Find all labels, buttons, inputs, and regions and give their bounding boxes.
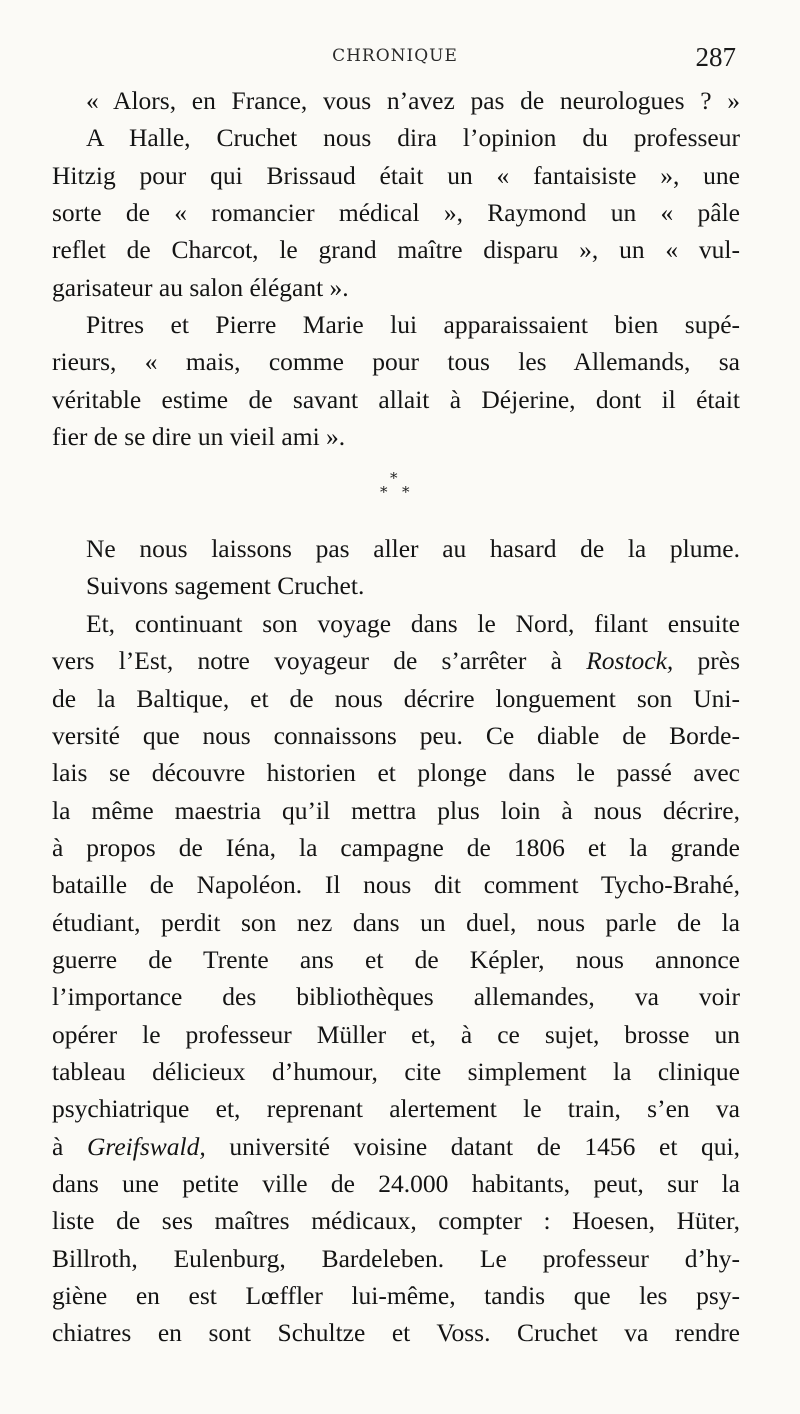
- text-run: à: [52, 1131, 87, 1161]
- text-line: [52, 1128, 740, 1165]
- text-line: lais se découvre historien et plonge dans le passé avec: [52, 758, 740, 788]
- text-line: chiatres en sont Schultze et Voss. Cruchet va rendre: [52, 1318, 740, 1348]
- page-number: 287: [695, 42, 736, 72]
- text-line: garisateur au salon élégant ».: [52, 272, 349, 302]
- text-run: près: [673, 646, 741, 676]
- text-line: psychiatrique et, reprenant alertement le train, s’en va: [52, 1094, 740, 1124]
- text-line: tableau délicieux d’humour, cite simplement la clinique: [52, 1056, 740, 1086]
- asterism-star: *: [380, 483, 388, 502]
- text-line: fier de se dire un vieil ami ».: [52, 422, 346, 452]
- text-line: guerre de Trente ans et de Képler, nous annonce: [52, 944, 740, 974]
- text-line: [52, 642, 740, 679]
- text-run: vers l’Est, notre voyageur de s’arrêter à: [52, 646, 587, 676]
- page-header: [50, 44, 740, 76]
- text-line: à propos de Iéna, la campagne de 1806 et la grande: [52, 832, 740, 862]
- text-line: étudiant, perdit son nez dans un duel, nous parle de la: [52, 907, 740, 937]
- text-line: Ne nous laissons pas aller au hasard de la plume.: [86, 534, 740, 564]
- text-line: Billroth, Eulenburg, Bardeleben. Le professeur d’hy-: [52, 1243, 740, 1273]
- text-line: bataille de Napoléon. Il nous dit comment Tycho-Brahé,: [52, 870, 740, 900]
- text-line: dans une petite ville de 24.000 habitants, peut, sur la: [52, 1168, 740, 1198]
- asterism-star: *: [402, 483, 410, 502]
- italic-place-name: Greifswald,: [86, 1131, 206, 1161]
- text-line: Et, continuant son voyage dans le Nord, filant ensuite: [86, 608, 740, 638]
- text-line: l’importance des bibliothèques allemandes, va voir: [52, 982, 740, 1012]
- text-line: A Halle, Cruchet nous dira l’opinion du professeur: [86, 123, 740, 153]
- text-line: véritable estime de savant allait à Déjerine, dont il était: [52, 384, 740, 414]
- asterism-star: *: [390, 469, 398, 488]
- text-line: Suivons sagement Cruchet.: [86, 571, 365, 601]
- text-line: de la Baltique, et de nous décrire longuement son Uni-: [52, 683, 740, 713]
- text-line: rieurs, « mais, comme pour tous les Allemands, sa: [52, 347, 740, 377]
- text-run: université voisine datant de 1456 et qui,: [205, 1131, 740, 1161]
- text-line: « Alors, en France, vous n’avez pas de neurologues ? »: [86, 86, 740, 115]
- text-line: la même maestria qu’il mettra plus loin à nous décrire,: [52, 795, 740, 825]
- text-line: reflet de Charcot, le grand maître disparu », un « vul-: [52, 235, 740, 265]
- text-line: Pitres et Pierre Marie lui apparaissaient bien supé-: [86, 310, 740, 340]
- text-line: liste de ses maîtres médicaux, compter : Hoesen, Hüter,: [52, 1206, 740, 1236]
- text-line: versité que nous connaissons peu. Ce diable de Borde-: [52, 720, 740, 750]
- body-text: [52, 82, 740, 1352]
- section-break-asterism: [52, 455, 740, 530]
- running-head: CHRONIQUE: [332, 46, 458, 66]
- text-line: opérer le professeur Müller et, à ce sujet, brosse un: [52, 1019, 740, 1049]
- italic-place-name: Rostock,: [586, 646, 674, 676]
- text-line: sorte de « romancier médical », Raymond un « pâle: [52, 198, 740, 228]
- text-line: giène en est Lœffler lui-même, tandis que les psy-: [52, 1281, 740, 1310]
- text-line: Hitzig pour qui Brissaud était un « fantaisiste », une: [52, 160, 740, 190]
